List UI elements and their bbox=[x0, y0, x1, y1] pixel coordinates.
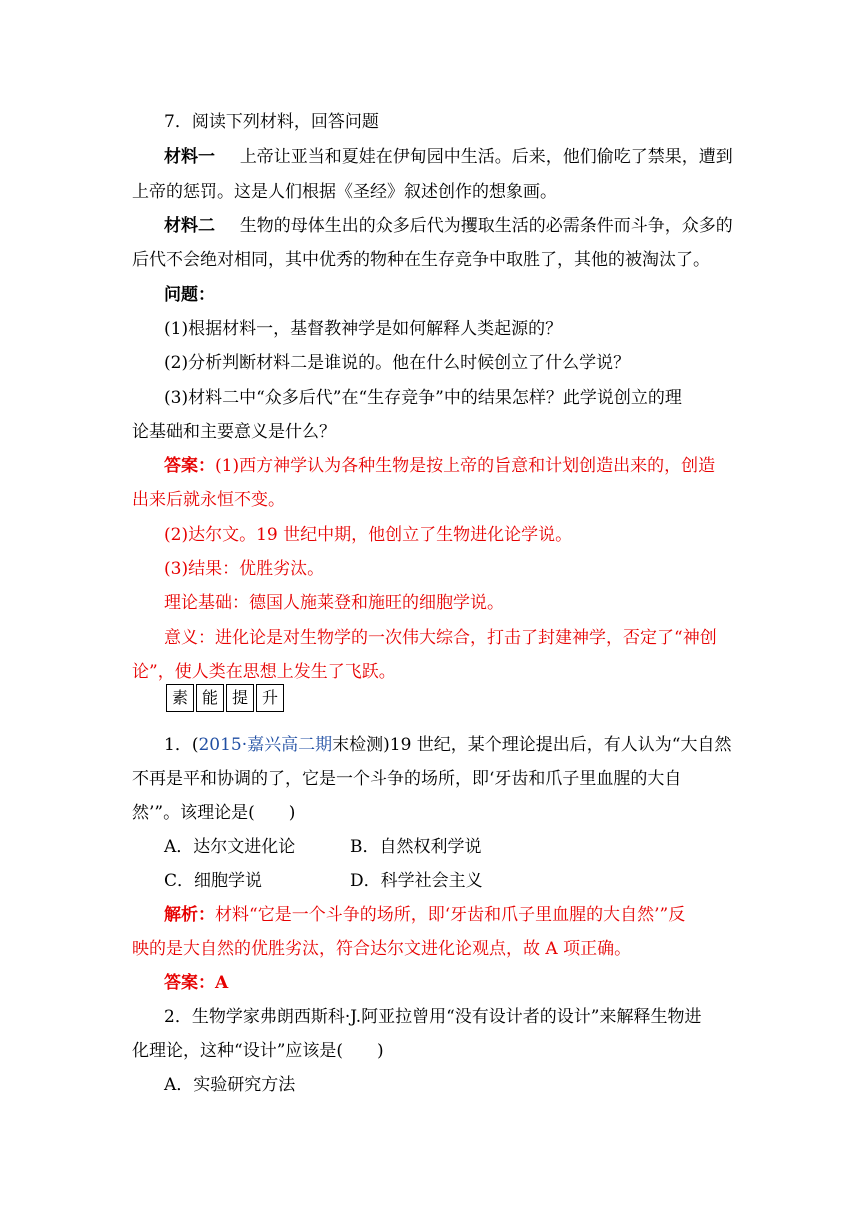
section-char-2: 能 bbox=[196, 684, 224, 712]
problem-1-source: 2015·嘉兴高二期 bbox=[198, 735, 333, 755]
problem-1-number: 1．( bbox=[164, 735, 199, 755]
answer-3-meaning-line-2: 论”，使人类在思想上发生了飞跃。 bbox=[132, 662, 396, 682]
problem-1-answer bbox=[164, 972, 228, 994]
sub-question-3-line-1: (3)材料二中“众多后代”在“生存竞争”中的结果怎样？此学说创立的理 bbox=[164, 388, 682, 408]
sub-question-2: (2)分析判断材料二是谁说的。他在什么时候创立了什么学说？ bbox=[164, 353, 631, 373]
problem-1-option-a: A．达尔文进化论 bbox=[164, 837, 296, 857]
section-heading-boxes bbox=[166, 684, 284, 712]
problem-1-text: )19 世纪，某个理论提出后，有人认为“大自然 bbox=[383, 735, 732, 755]
section-char-1: 素 bbox=[166, 684, 194, 712]
material-2-line-2: 后代不会绝对相同，其中优秀的物种在生存竞争中取胜了，其他的被淘汰了。 bbox=[132, 250, 710, 270]
problem-1-option-d: D．科学社会主义 bbox=[350, 871, 483, 891]
answer-7-line-1 bbox=[164, 455, 715, 477]
problem-1-analysis-line-2: 映的是大自然的优胜劣汰，符合达尔文进化论观点，故 A 项正确。 bbox=[132, 939, 632, 959]
problem-1-line-1 bbox=[164, 734, 731, 756]
problem-1-line-3: 然’”。该理论是( ) bbox=[132, 803, 296, 823]
section-char-3: 提 bbox=[226, 684, 254, 712]
material-1-text: 上帝让亚当和夏娃在伊甸园中生活。后来，他们偷吃了禁果，遭到 bbox=[239, 147, 733, 167]
answer-3: (3)结果：优胜劣汰。 bbox=[164, 559, 325, 579]
problem-2-line-1: 2．生物学家弗朗西斯科·J.阿亚拉曾用“没有设计者的设计”来解释生物进 bbox=[164, 1007, 702, 1027]
problem-2-option-a: A．实验研究方法 bbox=[164, 1075, 296, 1095]
sub-question-3-line-2: 论基础和主要意义是什么？ bbox=[132, 422, 336, 442]
section-char-4: 升 bbox=[256, 684, 284, 712]
answer-1-text: (1)西方神学认为各种生物是按上帝的旨意和计划创造出来的，创造 bbox=[215, 456, 716, 476]
question-7-title: 7．阅读下列材料，回答问题 bbox=[164, 112, 379, 132]
problem-2-line-2: 化理论，这种“设计”应该是( ) bbox=[132, 1041, 384, 1061]
problem-1-answer-value: A bbox=[215, 973, 229, 993]
answer-1-line-2: 出来后就永恒不变。 bbox=[132, 490, 285, 510]
question-label: 问题： bbox=[164, 285, 215, 305]
material-1-line-2: 上帝的惩罚。这是人们根据《圣经》叙述创作的想象画。 bbox=[132, 182, 557, 202]
problem-1-line-2: 不再是平和协调的了，它是一个斗争的场所，即‘牙齿和爪子里血腥的大自 bbox=[132, 769, 682, 789]
problem-1-answer-label: 答案： bbox=[164, 973, 215, 993]
material-2-text: 生物的母体生出的众多后代为攫取生活的必需条件而斗争，众多的 bbox=[239, 216, 733, 236]
material-2-line-1 bbox=[164, 215, 733, 237]
answer-3-basis: 理论基础：德国人施莱登和施旺的细胞学说。 bbox=[164, 593, 504, 613]
material-1-label: 材料一 bbox=[164, 147, 215, 167]
answer-3-meaning-line-1: 意义：进化论是对生物学的一次伟大综合，打击了封建神学，否定了“神创 bbox=[164, 628, 717, 648]
sub-question-1: (1)根据材料一，基督教神学是如何解释人类起源的？ bbox=[164, 319, 563, 339]
problem-1-option-c: C．细胞学说 bbox=[164, 871, 263, 891]
material-2-label: 材料二 bbox=[164, 216, 215, 236]
answer-2: (2)达尔文。19 世纪中期，他创立了生物进化论学说。 bbox=[164, 525, 573, 545]
answer-label: 答案： bbox=[164, 456, 215, 476]
analysis-label: 解析： bbox=[164, 905, 215, 925]
analysis-text: 材料“它是一个斗争的场所，即‘牙齿和爪子里血腥的大自然’”反 bbox=[215, 905, 686, 925]
problem-1-source-rest: 末检测 bbox=[332, 735, 384, 755]
material-1-line-1 bbox=[164, 146, 733, 168]
problem-1-option-b: B．自然权利学说 bbox=[350, 837, 482, 857]
problem-1-analysis-line-1 bbox=[164, 904, 685, 926]
